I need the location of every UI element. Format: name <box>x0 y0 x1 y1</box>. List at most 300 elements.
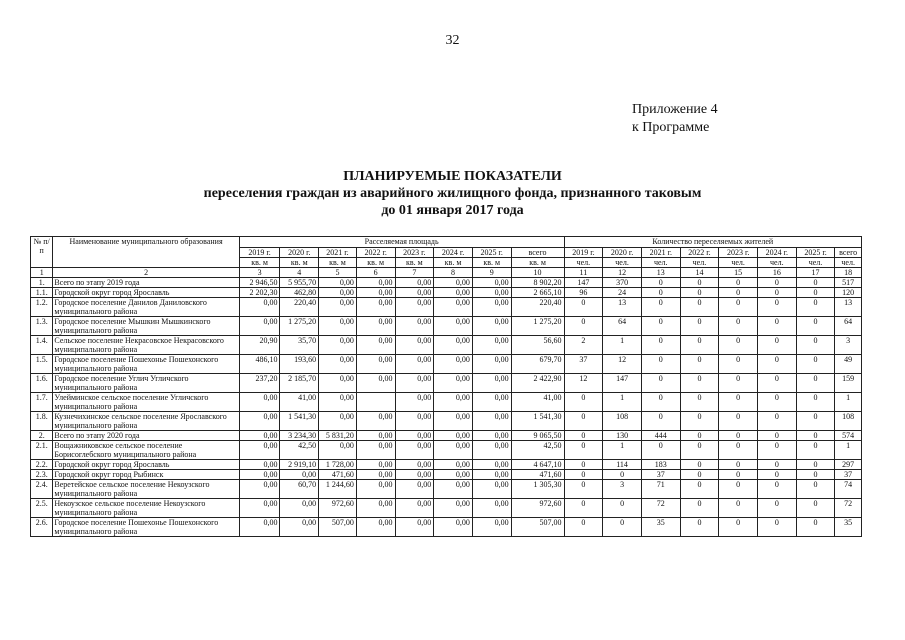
area-value: 0,00 <box>356 336 395 355</box>
people-value: 1 <box>603 393 642 412</box>
people-value: 35 <box>835 518 862 537</box>
people-value: 0 <box>719 393 758 412</box>
area-value: 0,00 <box>472 298 511 317</box>
people-value: 0 <box>680 499 719 518</box>
header-people-group: Количество переселяемых жителей <box>564 237 861 248</box>
area-value: 0,00 <box>239 298 280 317</box>
people-value: 0 <box>680 460 719 470</box>
area-value: 0,00 <box>239 480 280 499</box>
area-value: 471,60 <box>511 470 564 480</box>
people-value: 0 <box>719 317 758 336</box>
title-line-2: переселения граждан из аварийного жилищного фонда, признанного таковым <box>203 186 702 201</box>
people-value: 0 <box>680 336 719 355</box>
people-value: 0 <box>564 412 603 431</box>
people-value: 1 <box>835 393 862 412</box>
area-value: 1 728,00 <box>319 460 357 470</box>
year-header: 2023 г. <box>395 248 434 258</box>
year-header: 2024 г. <box>757 248 796 258</box>
area-value: 0,00 <box>239 412 280 431</box>
people-value: 0 <box>719 298 758 317</box>
people-value: 0 <box>796 470 835 480</box>
people-value: 0 <box>680 298 719 317</box>
column-number: 13 <box>641 268 680 278</box>
people-value: 0 <box>719 460 758 470</box>
row-number: 2.1. <box>31 441 53 460</box>
area-value: 0,00 <box>356 470 395 480</box>
area-value: 0,00 <box>434 355 473 374</box>
area-value: 0,00 <box>356 412 395 431</box>
area-value: 0,00 <box>395 499 434 518</box>
people-value: 0 <box>719 412 758 431</box>
area-value: 0,00 <box>472 470 511 480</box>
area-value: 0,00 <box>356 298 395 317</box>
people-value: 0 <box>641 412 680 431</box>
area-value: 0,00 <box>395 278 434 288</box>
area-value: 0,00 <box>239 393 280 412</box>
people-value: 574 <box>835 431 862 441</box>
area-value: 0,00 <box>434 278 473 288</box>
area-value: 0,00 <box>472 336 511 355</box>
table-row <box>31 412 862 431</box>
area-value: 0,00 <box>280 499 319 518</box>
row-number: 1.6. <box>31 374 53 393</box>
unit-header: чел. <box>641 258 680 268</box>
area-value: 0,00 <box>434 317 473 336</box>
area-value: 0,00 <box>239 317 280 336</box>
column-number: 3 <box>239 268 280 278</box>
people-value: 96 <box>564 288 603 298</box>
people-value: 114 <box>603 460 642 470</box>
table-row <box>31 470 862 480</box>
area-value: 0,00 <box>472 499 511 518</box>
area-value: 0,00 <box>319 278 357 288</box>
area-value: 0,00 <box>319 441 357 460</box>
people-value: 3 <box>603 480 642 499</box>
unit-header: кв. м <box>239 258 280 268</box>
people-value: 0 <box>641 336 680 355</box>
header-area-group: Расселяемая площадь <box>239 237 564 248</box>
people-value: 0 <box>680 374 719 393</box>
area-value: 5 955,70 <box>280 278 319 288</box>
area-value: 0,00 <box>356 278 395 288</box>
area-value: 2 665,10 <box>511 288 564 298</box>
area-value: 0,00 <box>319 374 357 393</box>
table-row <box>31 393 862 412</box>
people-value: 64 <box>835 317 862 336</box>
area-value: 0,00 <box>356 431 395 441</box>
column-number: 11 <box>564 268 603 278</box>
table-row <box>31 374 862 393</box>
unit-header: чел. <box>757 258 796 268</box>
table-row <box>31 298 862 317</box>
people-value: 0 <box>564 298 603 317</box>
row-number: 2. <box>31 431 53 441</box>
area-value: 0,00 <box>434 480 473 499</box>
area-value: 41,00 <box>280 393 319 412</box>
area-value: 237,20 <box>239 374 280 393</box>
area-value: 2 185,70 <box>280 374 319 393</box>
appendix-line-1: Приложение 4 <box>632 102 718 117</box>
area-value: 0,00 <box>356 499 395 518</box>
area-value: 0,00 <box>319 298 357 317</box>
area-value: 679,70 <box>511 355 564 374</box>
column-number: 1 <box>31 268 53 278</box>
people-value: 0 <box>757 441 796 460</box>
page-number: 32 <box>445 33 460 48</box>
people-value: 108 <box>835 412 862 431</box>
people-value: 74 <box>835 480 862 499</box>
people-value: 0 <box>757 288 796 298</box>
column-number: 4 <box>280 268 319 278</box>
area-value: 41,00 <box>511 393 564 412</box>
area-value: 0,00 <box>434 470 473 480</box>
people-value: 0 <box>719 355 758 374</box>
people-value: 0 <box>719 518 758 537</box>
people-value: 0 <box>796 317 835 336</box>
area-value: 0,00 <box>395 441 434 460</box>
column-number: 12 <box>603 268 642 278</box>
people-value: 0 <box>757 374 796 393</box>
municipality-name: Некоузское сельское поселение Некоузского муниципального района <box>53 499 239 518</box>
people-value: 0 <box>719 470 758 480</box>
column-number: 7 <box>395 268 434 278</box>
area-value: 0,00 <box>472 412 511 431</box>
area-value: 0,00 <box>239 441 280 460</box>
row-number: 1.3. <box>31 317 53 336</box>
people-value: 0 <box>641 355 680 374</box>
people-value: 517 <box>835 278 862 288</box>
area-value: 0,00 <box>319 393 357 412</box>
area-value: 8 902,20 <box>511 278 564 288</box>
people-value: 0 <box>757 431 796 441</box>
people-value: 0 <box>641 441 680 460</box>
people-value: 0 <box>757 393 796 412</box>
people-value: 0 <box>603 499 642 518</box>
area-value: 0,00 <box>472 441 511 460</box>
indicators-table <box>30 236 862 537</box>
year-header: 2021 г. <box>319 248 357 258</box>
people-value: 0 <box>757 317 796 336</box>
table-row <box>31 518 862 537</box>
appendix-line-2: к Программе <box>632 120 710 135</box>
area-value: 0,00 <box>472 355 511 374</box>
header-row-groups <box>31 237 862 248</box>
area-value <box>356 393 395 412</box>
title-line-1: ПЛАНИРУЕМЫЕ ПОКАЗАТЕЛИ <box>343 169 562 184</box>
people-value: 0 <box>564 460 603 470</box>
municipality-name: Всего по этапу 2019 года <box>53 278 239 288</box>
people-value: 0 <box>757 499 796 518</box>
area-value: 0,00 <box>356 374 395 393</box>
people-value: 159 <box>835 374 862 393</box>
area-value: 5 831,20 <box>319 431 357 441</box>
people-value: 0 <box>680 480 719 499</box>
people-value: 0 <box>564 480 603 499</box>
table-row <box>31 441 862 460</box>
area-value: 0,00 <box>395 288 434 298</box>
area-value: 0,00 <box>434 460 473 470</box>
people-value: 0 <box>757 518 796 537</box>
people-value: 120 <box>835 288 862 298</box>
area-value: 1 275,20 <box>511 317 564 336</box>
year-header: 2022 г. <box>356 248 395 258</box>
area-value: 0,00 <box>239 460 280 470</box>
area-value: 0,00 <box>319 336 357 355</box>
people-value: 0 <box>680 355 719 374</box>
people-value: 0 <box>796 288 835 298</box>
area-value: 0,00 <box>434 288 473 298</box>
area-value: 0,00 <box>239 431 280 441</box>
year-header: 2020 г. <box>280 248 319 258</box>
column-number: 5 <box>319 268 357 278</box>
area-value: 0,00 <box>395 480 434 499</box>
municipality-name: Городское поселение Данилов Даниловского муниципального района <box>53 298 239 317</box>
area-value: 0,00 <box>472 278 511 288</box>
year-header: 2025 г. <box>472 248 511 258</box>
unit-header: кв. м <box>319 258 357 268</box>
area-value: 0,00 <box>472 288 511 298</box>
people-value: 2 <box>564 336 603 355</box>
people-value: 64 <box>603 317 642 336</box>
people-value: 3 <box>835 336 862 355</box>
area-value: 0,00 <box>472 518 511 537</box>
row-number: 2.3. <box>31 470 53 480</box>
people-value: 71 <box>641 480 680 499</box>
unit-header: кв. м <box>434 258 473 268</box>
area-value: 42,50 <box>511 441 564 460</box>
area-value: 60,70 <box>280 480 319 499</box>
area-value: 0,00 <box>395 460 434 470</box>
people-value: 0 <box>757 412 796 431</box>
year-header: 2025 г. <box>796 248 835 258</box>
people-value: 0 <box>719 374 758 393</box>
row-number: 1.2. <box>31 298 53 317</box>
people-value: 12 <box>564 374 603 393</box>
header-number: № п/п <box>31 237 53 268</box>
area-value: 0,00 <box>434 374 473 393</box>
year-header: 2024 г. <box>434 248 473 258</box>
area-value: 4 647,10 <box>511 460 564 470</box>
people-value: 0 <box>796 278 835 288</box>
area-value: 0,00 <box>239 470 280 480</box>
municipality-name: Городской округ город Ярославль <box>53 288 239 298</box>
unit-header: кв. м <box>511 258 564 268</box>
people-value: 0 <box>796 499 835 518</box>
area-value: 42,50 <box>280 441 319 460</box>
people-value: 0 <box>719 278 758 288</box>
column-number: 16 <box>757 268 796 278</box>
people-value: 0 <box>757 460 796 470</box>
municipality-name: Городское поселение Углич Угличского муниципального района <box>53 374 239 393</box>
area-value: 0,00 <box>395 317 434 336</box>
column-number: 6 <box>356 268 395 278</box>
year-header: всего <box>511 248 564 258</box>
area-value: 3 234,30 <box>280 431 319 441</box>
area-value: 0,00 <box>472 317 511 336</box>
people-value: 0 <box>641 317 680 336</box>
people-value: 0 <box>641 278 680 288</box>
area-value: 0,00 <box>356 355 395 374</box>
area-value: 1 244,60 <box>319 480 357 499</box>
row-number: 1.4. <box>31 336 53 355</box>
area-value: 0,00 <box>434 441 473 460</box>
people-value: 0 <box>680 278 719 288</box>
people-value: 0 <box>796 393 835 412</box>
area-value: 471,60 <box>319 470 357 480</box>
municipality-name: Городской округ город Ярославль <box>53 460 239 470</box>
unit-header: чел. <box>564 258 603 268</box>
municipality-name: Всего по этапу 2020 года <box>53 431 239 441</box>
people-value: 0 <box>796 518 835 537</box>
area-value: 0,00 <box>239 499 280 518</box>
people-value: 0 <box>680 470 719 480</box>
year-header: 2021 г. <box>641 248 680 258</box>
column-number: 14 <box>680 268 719 278</box>
area-value: 1 275,20 <box>280 317 319 336</box>
row-number: 2.6. <box>31 518 53 537</box>
people-value: 0 <box>564 441 603 460</box>
people-value: 0 <box>796 441 835 460</box>
row-number: 2.4. <box>31 480 53 499</box>
people-value: 0 <box>564 393 603 412</box>
people-value: 444 <box>641 431 680 441</box>
area-value: 507,00 <box>319 518 357 537</box>
area-value: 0,00 <box>395 393 434 412</box>
row-number: 2.5. <box>31 499 53 518</box>
column-number: 18 <box>835 268 862 278</box>
area-value: 0,00 <box>434 393 473 412</box>
area-value: 0,00 <box>280 470 319 480</box>
people-value: 0 <box>641 288 680 298</box>
row-number: 1. <box>31 278 53 288</box>
people-value: 1 <box>603 441 642 460</box>
area-value: 0,00 <box>434 412 473 431</box>
unit-header: чел. <box>680 258 719 268</box>
people-value: 0 <box>757 298 796 317</box>
table-row <box>31 278 862 288</box>
unit-header: чел. <box>603 258 642 268</box>
column-number: 9 <box>472 268 511 278</box>
area-value: 0,00 <box>356 317 395 336</box>
area-value: 0,00 <box>434 431 473 441</box>
people-value: 37 <box>564 355 603 374</box>
area-value: 193,60 <box>280 355 319 374</box>
people-value: 24 <box>603 288 642 298</box>
area-value: 0,00 <box>434 336 473 355</box>
year-header: 2019 г. <box>239 248 280 258</box>
column-number: 17 <box>796 268 835 278</box>
people-value: 0 <box>719 499 758 518</box>
row-number: 1.1. <box>31 288 53 298</box>
people-value: 0 <box>564 518 603 537</box>
people-value: 0 <box>796 355 835 374</box>
people-value: 0 <box>564 431 603 441</box>
people-value: 0 <box>680 431 719 441</box>
header-row-column-numbers <box>31 268 862 278</box>
year-header: 2019 г. <box>564 248 603 258</box>
area-value: 220,40 <box>511 298 564 317</box>
people-value: 0 <box>680 288 719 298</box>
header-municipality: Наименование муниципального образования <box>53 237 239 268</box>
people-value: 13 <box>835 298 862 317</box>
row-number: 2.2. <box>31 460 53 470</box>
people-value: 0 <box>564 470 603 480</box>
year-header: всего <box>835 248 862 258</box>
municipality-name: Городской округ город Рыбинск <box>53 470 239 480</box>
area-value: 2 422,90 <box>511 374 564 393</box>
unit-header: чел. <box>719 258 758 268</box>
municipality-name: Сельское поселение Некрасовское Некрасовского муниципального района <box>53 336 239 355</box>
area-value: 0,00 <box>395 431 434 441</box>
area-value: 0,00 <box>395 412 434 431</box>
municipality-name: Вощажниковское сельское поселение Борисоглебского муниципального района <box>53 441 239 460</box>
people-value: 0 <box>719 288 758 298</box>
area-value: 0,00 <box>356 518 395 537</box>
area-value: 2 946,50 <box>239 278 280 288</box>
people-value: 37 <box>835 470 862 480</box>
area-value: 972,60 <box>511 499 564 518</box>
area-value: 0,00 <box>472 393 511 412</box>
people-value: 12 <box>603 355 642 374</box>
people-value: 49 <box>835 355 862 374</box>
people-value: 0 <box>796 374 835 393</box>
people-value: 0 <box>719 431 758 441</box>
area-value: 0,00 <box>395 374 434 393</box>
people-value: 72 <box>835 499 862 518</box>
area-value: 0,00 <box>319 317 357 336</box>
unit-header: кв. м <box>472 258 511 268</box>
municipality-name: Городское поселение Пошехонье Пошехонского муниципального района <box>53 518 239 537</box>
table-row <box>31 288 862 298</box>
area-value: 0,00 <box>472 460 511 470</box>
column-number: 10 <box>511 268 564 278</box>
area-value: 2 919,10 <box>280 460 319 470</box>
area-value: 0,00 <box>319 412 357 431</box>
people-value: 0 <box>641 374 680 393</box>
area-value: 1 541,30 <box>280 412 319 431</box>
people-value: 0 <box>796 480 835 499</box>
area-value: 0,00 <box>434 499 473 518</box>
year-header: 2022 г. <box>680 248 719 258</box>
area-value: 0,00 <box>356 288 395 298</box>
table-row <box>31 431 862 441</box>
area-value: 0,00 <box>395 470 434 480</box>
year-header: 2023 г. <box>719 248 758 258</box>
people-value: 0 <box>719 336 758 355</box>
people-value: 0 <box>603 518 642 537</box>
year-header: 2020 г. <box>603 248 642 258</box>
area-value: 20,90 <box>239 336 280 355</box>
people-value: 0 <box>796 298 835 317</box>
people-value: 1 <box>603 336 642 355</box>
area-value: 0,00 <box>395 518 434 537</box>
area-value: 0,00 <box>395 298 434 317</box>
people-value: 0 <box>680 441 719 460</box>
people-value: 0 <box>796 412 835 431</box>
table-row <box>31 355 862 374</box>
area-value: 1 541,30 <box>511 412 564 431</box>
area-value: 0,00 <box>319 355 357 374</box>
municipality-name: Улейминское сельское поселение Угличского муниципального района <box>53 393 239 412</box>
people-value: 0 <box>796 460 835 470</box>
people-value: 0 <box>641 298 680 317</box>
area-value: 2 202,30 <box>239 288 280 298</box>
column-number: 2 <box>53 268 239 278</box>
row-number: 1.8. <box>31 412 53 431</box>
area-value: 0,00 <box>395 336 434 355</box>
area-value: 0,00 <box>472 374 511 393</box>
people-value: 0 <box>680 518 719 537</box>
